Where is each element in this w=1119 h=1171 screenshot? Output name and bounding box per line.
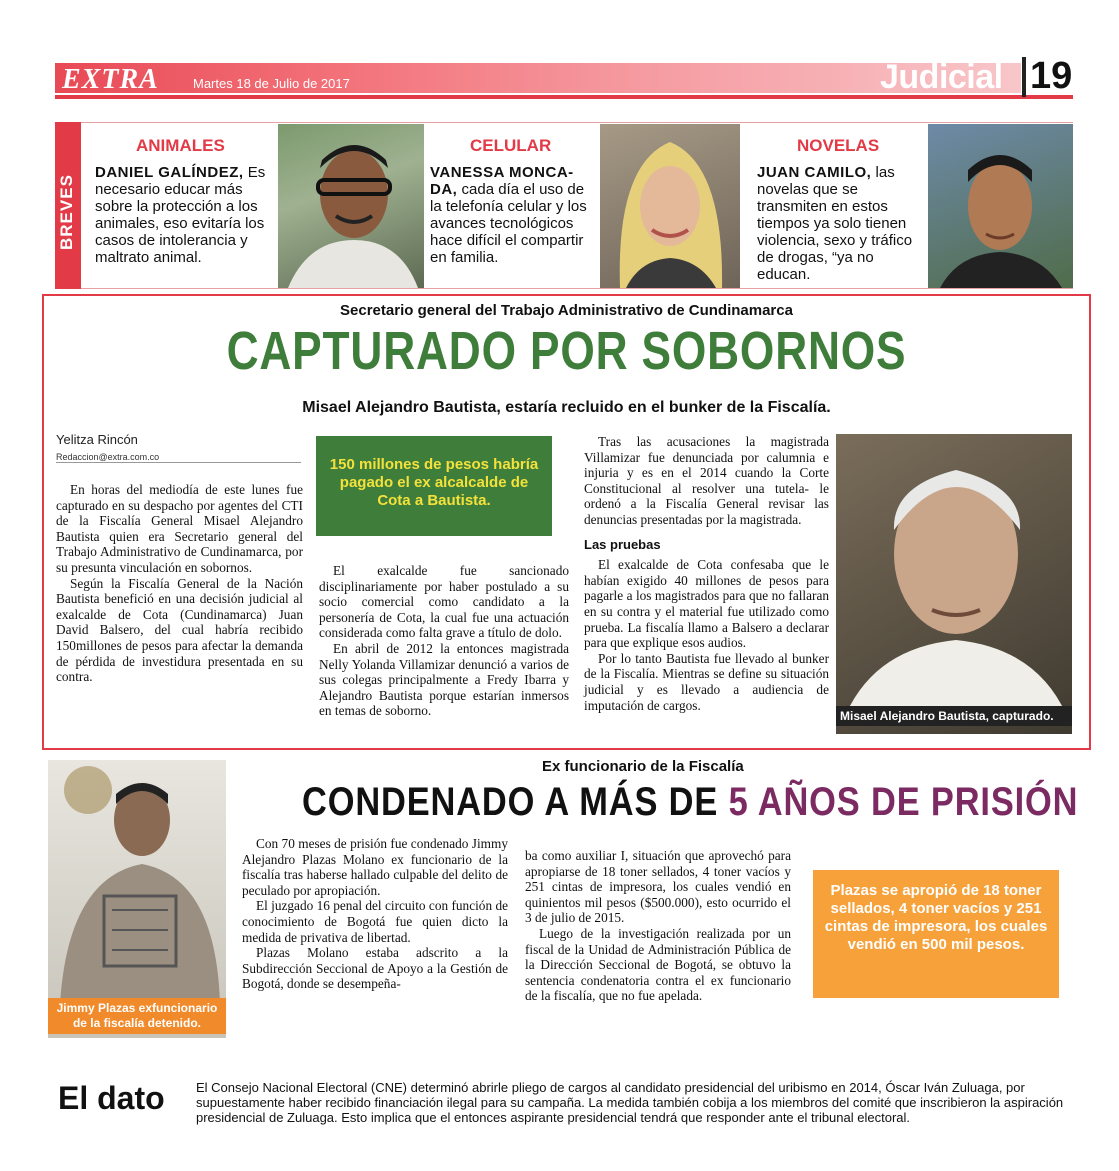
- paragraph: Luego de la investigación realizada por un fiscal de la Unidad de Administración Pública de la Dirección Seccional de Bogotá, se obtuvo la sentencia condenatoria contra el ex funcionario de la fiscalía, que no fue apelada.: [525, 925, 791, 1004]
- brief-photo-vanessa: [600, 124, 740, 288]
- article-photo-bautista: [836, 434, 1072, 734]
- paragraph: Tras las acusaciones la magistrada Villamizar fue denunciada por calumnia e injuria y es en el 2014 cuando la Corte Constitucional al resolver una tutela- le ordenó a la Fiscalía General revisar las denuncias presentadas por la magistrada.: [584, 434, 829, 527]
- page-number-divider: [1022, 57, 1026, 97]
- headline-main: CONDENADO A MÁS DE: [302, 780, 719, 824]
- brief-photo-daniel: [278, 124, 424, 288]
- brief-item: [95, 164, 270, 266]
- newspaper-logo: EXTRA: [62, 64, 159, 95]
- issue-date: Martes 18 de Julio de 2017: [193, 76, 350, 91]
- author-email[interactable]: Redaccion@extra.com.co: [56, 452, 301, 463]
- brief-item: [757, 164, 927, 283]
- paragraph: Por lo tanto Bautista fue llevado al bunker de la Fiscalía. Mientras se define su situación judicial y es llevado a audiencia de imputación de cargos.: [584, 650, 829, 713]
- paragraph: En horas del mediodía de este lunes fue capturado en su despacho por agentes del CTI de la Fiscalía General Misael Alejandro Bautista quien era Secretario general del Trabajo Administrativo de Cundinamarca, por su presunta vinculación en sobornos.: [56, 482, 303, 575]
- article2-kicker: Ex funcionario de la Fiscalía: [542, 758, 744, 775]
- page-number: 19: [1030, 55, 1073, 97]
- paragraph: El exalcalde fue sancionado disciplinariamente por haber postulado a su socio comercial como candidato a la personería de Cota, la cual fue una actuación considerada como falta grave a título de dolo.: [319, 563, 569, 641]
- paragraph: Plazas Molano estaba adscrito a la Subdirección Seccional de Apoyo a la Gestión de Bogotá, donde se desempeña-: [242, 945, 508, 992]
- brief-text: cada día el uso de la telefonía celular y los avances tecnológicos hace difícil el compartir en familia.: [430, 181, 587, 266]
- brief-category: ANIMALES: [136, 136, 225, 155]
- photo-caption: Misael Alejandro Bautista, capturado.: [836, 706, 1072, 726]
- person-portrait-icon: [836, 434, 1072, 714]
- article-column-1: [56, 482, 303, 685]
- photo-caption: Jimmy Plazas exfuncionario de la fiscalía detenido.: [48, 998, 226, 1034]
- pull-quote: [316, 436, 552, 536]
- paragraph: El juzgado 16 penal del circuito con función de conocimiento de Bogotá fue quien dicto la medida de privativa de libertad.: [242, 898, 508, 945]
- article-kicker: Secretario general del Trabajo Administrativo de Cundinamarca: [340, 302, 793, 319]
- breves-label: BREVES: [57, 174, 76, 250]
- article2-photo-plazas: [48, 760, 226, 1038]
- person-portrait-icon: [928, 124, 1073, 288]
- article-deck: Misael Alejandro Bautista, estaría recluido en el bunker de la Fiscalía.: [302, 399, 831, 416]
- person-portrait-icon: [48, 760, 226, 1004]
- brief-photo-juan: [928, 124, 1073, 288]
- brief-name: JUAN CAMILO,: [757, 164, 872, 181]
- brief-category: NOVELAS: [797, 136, 880, 155]
- subheading: Las pruebas: [584, 536, 661, 552]
- brief-name: VANESSA MONCA-DA,: [430, 164, 574, 198]
- brief-text: las novelas que se transmiten en estos tiempos ya solo tienen violencia, sexo y tráfico de drogas, “ya no educan.: [757, 164, 913, 283]
- article2-column-1: [242, 836, 508, 992]
- article2-column-2: [525, 848, 791, 1004]
- article-column-2: [319, 563, 569, 719]
- el-dato-title: El dato: [58, 1080, 165, 1116]
- brief-name: DANIEL GALÍNDEZ,: [95, 164, 244, 181]
- article2-headline: [302, 780, 1078, 825]
- brief-item: [430, 164, 598, 266]
- author-name: Yelitza Rincón: [56, 432, 138, 447]
- pull-quote-text: Plazas se apropió de 18 toner sellados, 4 toner vacíos y 251 cintas de impresora, los cuales vendió en 500 mil pesos.: [824, 882, 1048, 953]
- person-portrait-icon: [278, 124, 424, 288]
- el-dato-text: El Consejo Nacional Electoral (CNE) determinó abrirle pliego de cargos al candidato presidencial del uribismo en 2014, Óscar Iván Zuluaga, por supuestamente haber recibido financiación ilegal para su campaña. La medida también cobija a los miembros del comité que inscribieron la aspiración presidencial de Zuluaga. Esto implica que el entonces aspirante presidencial tendrá que responder ante el tribunal electoral.: [196, 1080, 1064, 1125]
- pull-quote-text: 150 millones de pesos habría pagado el ex alcalcalde de Cota a Bautista.: [329, 456, 539, 509]
- brief-category: CELULAR: [470, 136, 552, 155]
- paragraph: Con 70 meses de prisión fue condenado Jimmy Alejandro Plazas Molano ex funcionario de la fiscalía tras haberse hallado culpable del delito de peculado por apropiación.: [242, 836, 508, 898]
- brief-text: Es necesario educar más sobre la protección a los animales, eso evitaría los casos de intolerancia y maltrato animal.: [95, 164, 266, 266]
- person-portrait-icon: [600, 124, 740, 288]
- headline-accent: 5 AÑOS DE PRISIÓN: [728, 780, 1079, 824]
- paragraph: El exalcalde de Cota confesaba que le habían exigido 40 millones de pesos para pagarle a los magistrados para que no fallaran en su contra y el material fue utilizado como prueba. La fiscalía llamo a Balsero a declarar para que explique esos audios.: [584, 557, 829, 651]
- article-headline: CAPTURADO POR SOBORNOS: [226, 321, 907, 381]
- paragraph: Según la Fiscalía General de la Nación Bautista benefició en una decisión judicial al exalcalde de Cota (Cundinamarca) Juan David Balsero, del cual habría recibido 150millones de pesos para afectar la demanda de pérdida de investidura presentada en su contra.: [56, 575, 303, 685]
- article-column-3: [584, 434, 829, 713]
- pull-quote: [813, 870, 1059, 998]
- paragraph: En abril de 2012 la entonces magistrada Nelly Yolanda Villamizar denunció a varios de sus colegas principalmente a Fredy Ibarra y Alejandro Bautista porque estarían inmersos en temas de soborno.: [319, 640, 569, 719]
- section-title: Judicial: [880, 58, 1003, 96]
- paragraph: ba como auxiliar I, situación que aprovechó para apropiarse de 18 toner sellados, 4 toner vacíos y 251 cintas de impresora, los cuales vendió en quinientos mil pesos ($500.000), esto ocurrido el 3 de julio de 2015.: [525, 848, 791, 926]
